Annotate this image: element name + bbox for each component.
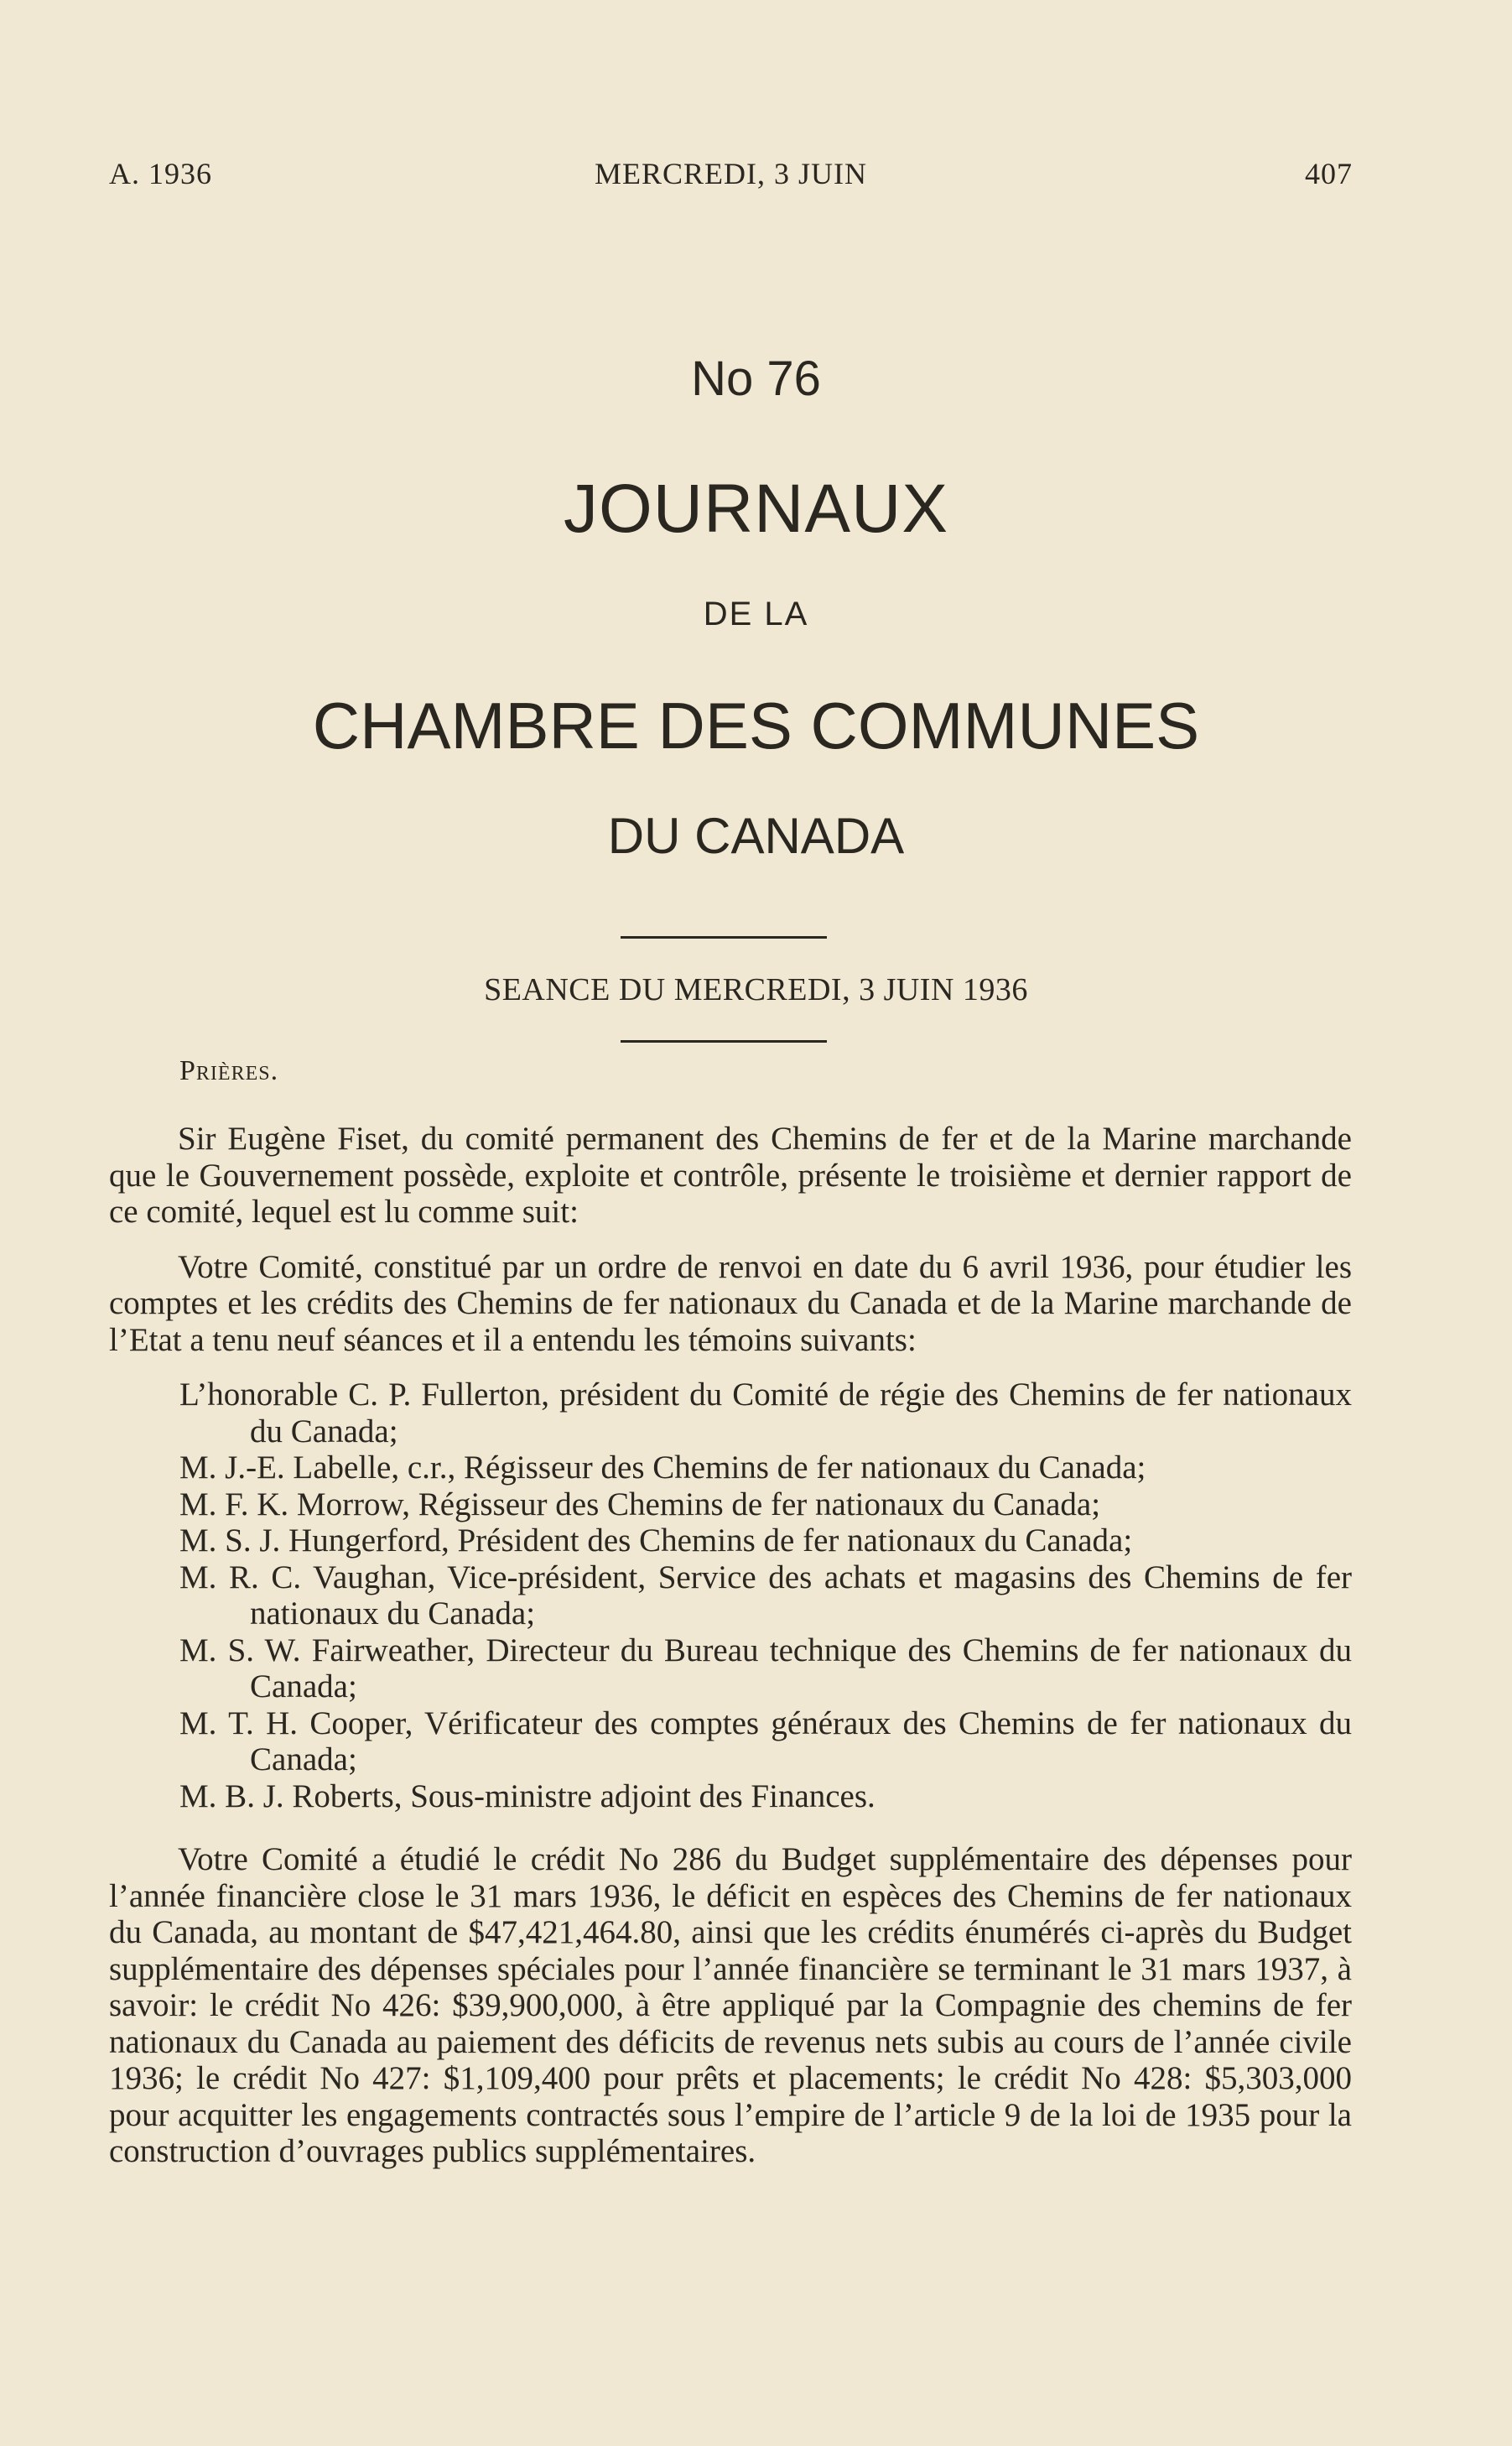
- journal-number: No 76: [691, 351, 821, 406]
- page-number: 407: [1305, 157, 1353, 190]
- witness-item: L’honorable C. P. Fullerton, président du Comité de régie des Chemins de fer nationaux du Canada;: [179, 1377, 1352, 1449]
- prieres-heading: Prières.: [179, 1055, 279, 1086]
- witness-item: M. R. C. Vaughan, Vice-président, Service des achats et magasins des Chemins de fer nationaux du Canada;: [179, 1559, 1352, 1632]
- body-text: [109, 1121, 1352, 2188]
- paragraph-intro: Sir Eugène Fiset, du comité permanent des Chemins de fer et de la Marine marchande que le Gouvernement possède, exploite et contrôle, présente le troisième et dernier rapport de ce comité, lequel est lu comme suit:: [109, 1121, 1352, 1230]
- divider-top: [621, 936, 827, 939]
- title-journaux: JOURNAUX: [563, 471, 949, 547]
- paragraph-credits: Votre Comité a étudié le crédit No 286 du Budget supplémentaire des dépenses pour l’année financière close le 31 mars 1936, le déficit en espèces des Chemins de fer nationaux du Canada, au montant de $47,421,464.80, ainsi que les crédits énumérés ci-après du Budget supplémentaire des dépenses spéciales pour l’année financière se terminant le 31 mars 1937, à savoir: le crédit No 426: $39,900,000, à être appliqué par la Compagnie des chemins de fer nationaux du Canada au paiement des déficits de revenus nets subis au cours de l’année civile 1936; le crédit No 427: $1,109,400 pour prêts et placements; le crédit No 428: $5,303,000 pour acquitter les engagements contractés sous l’empire de l’article 9 de la loi de 1935 pour la construction d’ouvrages publics supplémentaires.: [109, 1841, 1352, 2169]
- paragraph-committee: Votre Comité, constitué par un ordre de renvoi en date du 6 avril 1936, pour étudier les comptes et les crédits des Chemins de fer nationaux du Canada et de la Marine marchande de l’Etat a tenu neuf séances et il a entendu les témoins suivants:: [109, 1248, 1352, 1358]
- header-date: MERCREDI, 3 JUIN: [594, 157, 867, 190]
- witness-item: M. B. J. Roberts, Sous-ministre adjoint des Finances.: [179, 1777, 876, 1814]
- header-year: A. 1936: [109, 157, 212, 190]
- title-du-canada: DU CANADA: [607, 808, 905, 864]
- witness-item: M. J.-E. Labelle, c.r., Régisseur des Chemins de fer nationaux du Canada;: [179, 1449, 1146, 1486]
- witness-item: M. S. W. Fairweather, Directeur du Bureau technique des Chemins de fer nationaux du Canada;: [179, 1632, 1352, 1704]
- title-de-la: DE LA: [703, 596, 809, 632]
- divider-bottom: [621, 1040, 827, 1043]
- witness-item: M. T. H. Cooper, Vérificateur des comptes généraux des Chemins de fer nationaux du Canada;: [179, 1704, 1352, 1777]
- witness-list: [109, 1377, 1352, 1814]
- witness-item: M. F. K. Morrow, Régisseur des Chemins de fer nationaux du Canada;: [179, 1486, 1101, 1522]
- seance-heading: SEANCE DU MERCREDI, 3 JUIN 1936: [484, 972, 1028, 1007]
- running-head: [109, 156, 1353, 193]
- witness-item: M. S. J. Hungerford, Président des Chemins de fer nationaux du Canada;: [179, 1522, 1133, 1559]
- title-chambre: CHAMBRE DES COMMUNES: [312, 689, 1200, 762]
